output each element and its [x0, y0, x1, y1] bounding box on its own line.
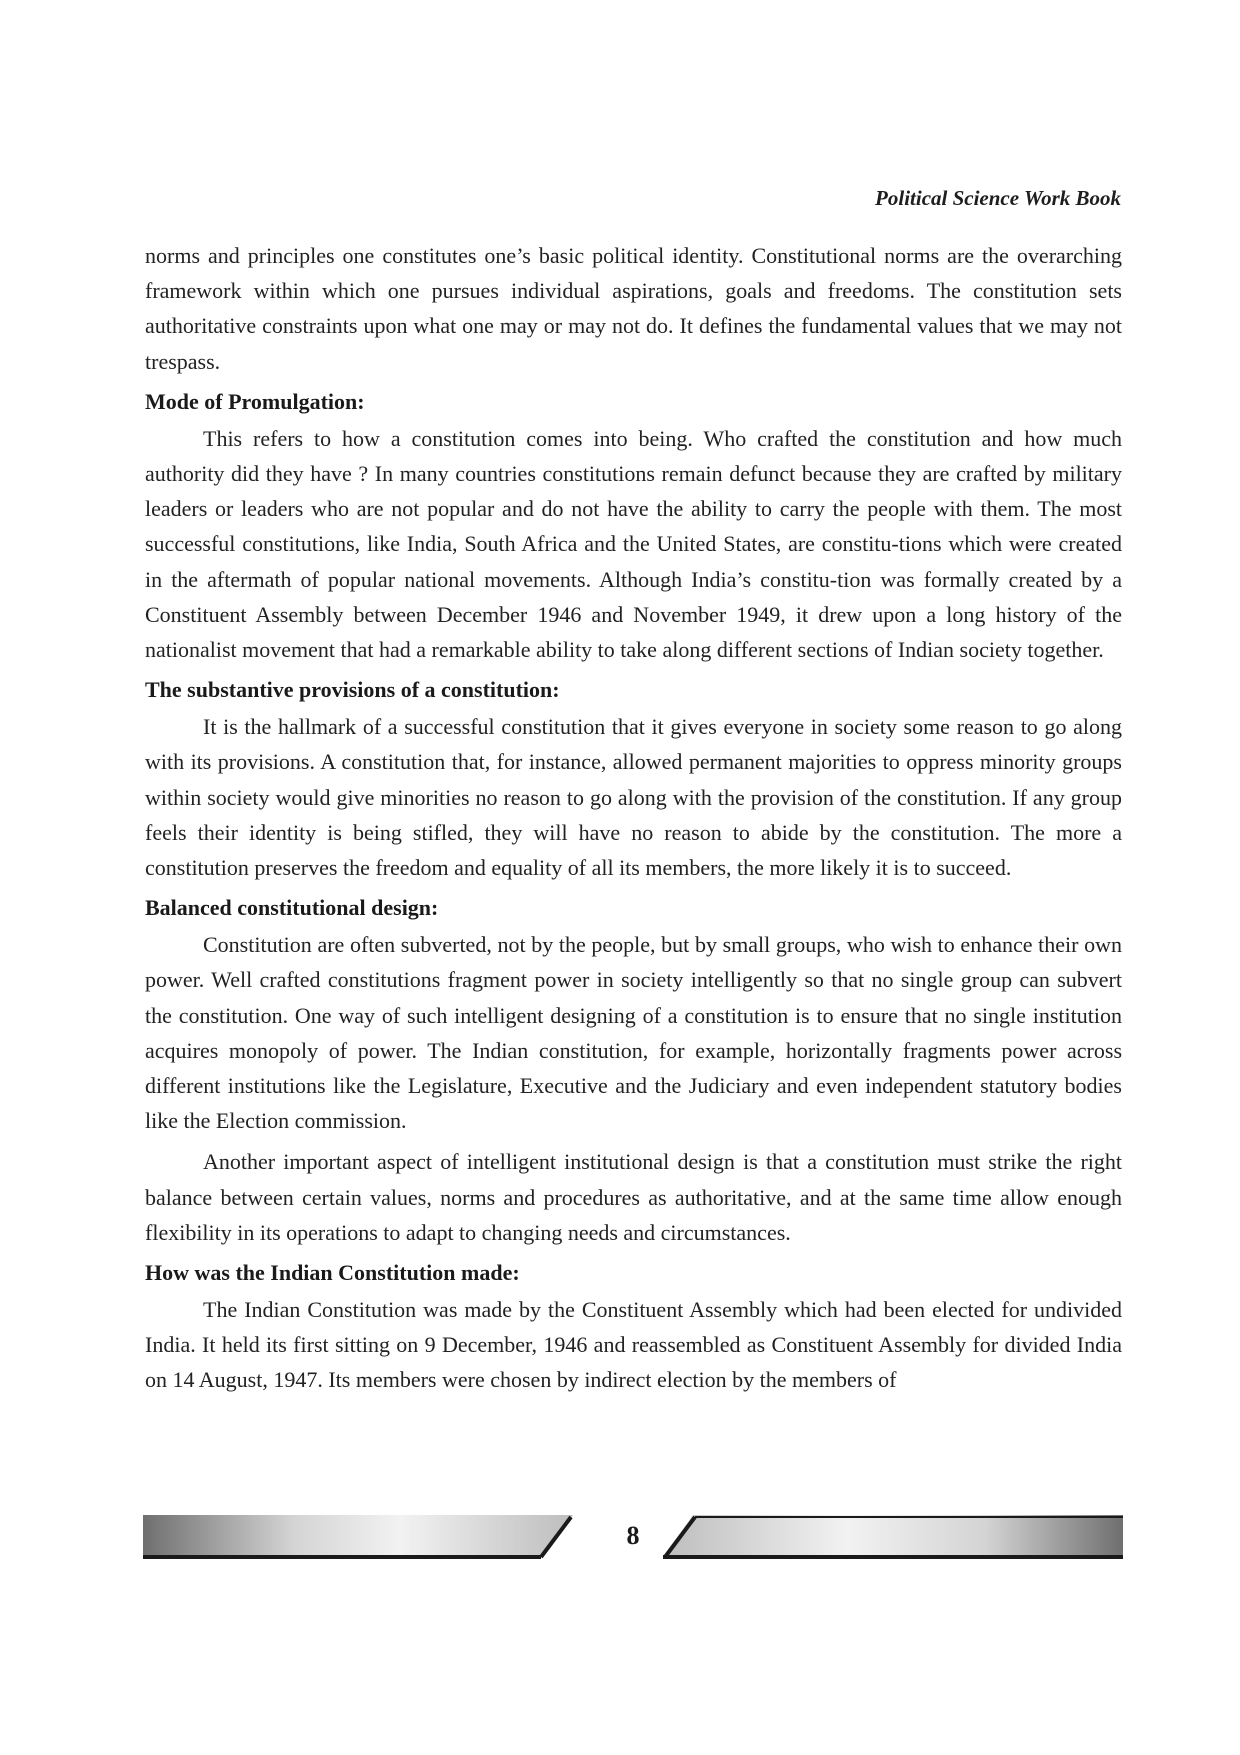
page-footer — [143, 1513, 1123, 1565]
body-paragraph: Constitution are often subverted, not by the people, but by small groups, who wish to enhance their own power. Well crafted constitutions fragment power in society intelligently so that no single group can subvert the constitution. One way of such intelligent designing of a constitution is to ensure that no single institution acquires monopoly of power. The Indian constitution, for example, horizontally fragments power across different institutions like the Legislature, Executive and the Judiciary and even independent statutory bodies like the Election commission. — [145, 932, 1122, 1134]
body-paragraph: The Indian Constitution was made by the Constituent Assembly which had been elected for undivided India. It held its first sitting on 9 December, 1946 and reassembled as Constituent Assembly for divided India on 14 August, 1947. Its members were chosen by indirect election by the members of — [145, 1297, 1122, 1393]
body-paragraph: This refers to how a constitution comes into being. Who crafted the constitution and how much authority did they have ? In many countries constitutions remain defunct because they are crafted by military leaders or leaders who are not popular and do not have the ability to carry the people with them. The most successful constitutions, like India, South Africa and the United States, are constitu-tions which were created in the aftermath of popular national movements. Although India’s constitu-tion was formally created by a Constituent Assembly between December 1946 and November 1949, it drew upon a long history of the nationalist movement that had a remarkable ability to take along different sections of Indian society together. — [145, 425, 1122, 663]
section-heading-balanced-design: Balanced constitutional design: — [145, 895, 439, 921]
body-paragraph: Another important aspect of intelligent institutional design is that a constitution must strike the right balance between certain values, norms and procedures as authoritative, and at the same time allow enough flexibility in its operations to adapt to changing needs and circumstances. — [145, 1149, 1122, 1245]
page-number: 8 — [626, 1521, 640, 1550]
section-heading-mode-of-promulgation: Mode of Promulgation: — [145, 388, 365, 414]
section-heading-substantive-provisions: The substantive provisions of a constitution: — [145, 677, 560, 703]
body-paragraph: It is the hallmark of a successful constitution that it gives everyone in society some reason to go along with its provisions. A constitution that, for instance, allowed permanent majorities to oppress minority groups within society would give minorities no reason to go along with the provision of the constitution. If any group feels their identity is being stifled, they will have no reason to abide by the constitution. The more a constitution preserves the freedom and equality of all its members, the more likely it is to succeed. — [145, 714, 1122, 881]
running-header-title: Political Science Work Book — [875, 186, 1121, 210]
body-paragraph: norms and principles one constitutes one’s basic political identity. Constitutional norms are the overarching framework within which one pursues individual aspirations, goals and freedoms. The constitution sets authoritative constraints upon what one may or may not do. It defines the fundamental values that we may not trespass. — [145, 243, 1122, 374]
page-body — [145, 238, 1122, 1404]
section-heading-indian-constitution-made: How was the Indian Constitution made: — [145, 1260, 520, 1286]
